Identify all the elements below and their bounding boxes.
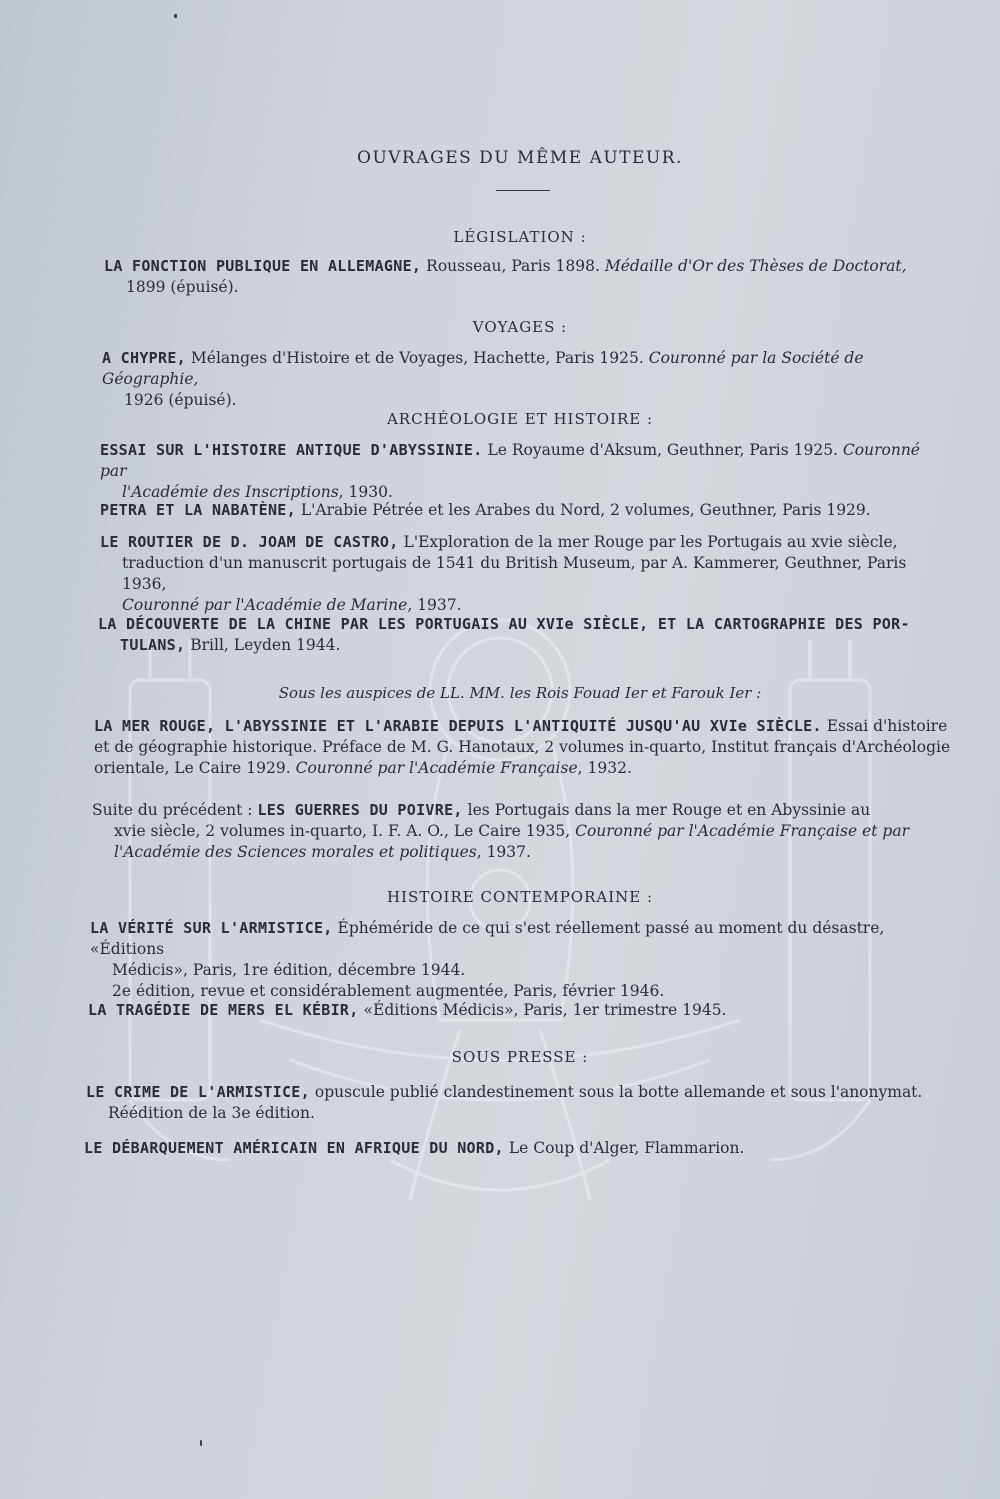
entry-title: A CHYPRE, xyxy=(102,349,186,367)
entry-mers-el-kebir xyxy=(88,1000,948,1021)
page-speck xyxy=(174,14,177,18)
entry-text: L'Exploration de la mer Rouge par les Portugais au xvie siècle, xyxy=(398,533,898,551)
entry-text: Le Coup d'Alger, Flammarion. xyxy=(503,1139,745,1157)
entry-chine xyxy=(98,614,948,656)
entry-title: PETRA ET LA NABATÈNE, xyxy=(100,501,296,519)
entry-title: ESSAI SUR L'HISTOIRE ANTIQUE D'ABYSSINIE. xyxy=(100,441,483,459)
entry-title: TULANS, xyxy=(120,636,186,654)
entry-fonction-publique xyxy=(104,256,944,298)
entry-text: opuscule publié clandestinement sous la botte allemande et sous l'anonymat. xyxy=(309,1083,923,1101)
entry-italic: Couronné par l'Académie Française xyxy=(295,759,578,777)
entry-text: les Portugais dans la mer Rouge et en Abyssinie au xyxy=(462,801,871,819)
entry-text: Éphéméride de ce qui s'est réellement passé au moment du désastre, «Éditions xyxy=(90,919,885,958)
entry-routier xyxy=(100,532,950,616)
entry-italic: Couronné par l'Académie Française et par xyxy=(575,822,909,840)
entry-text: L'Arabie Pétrée et les Arabes du Nord, 2 volumes, Geuthner, Paris 1929. xyxy=(295,501,871,519)
entry-line: , 1937. xyxy=(407,596,462,614)
entry-text: Brill, Leyden 1944. xyxy=(185,636,341,654)
entry-abyssinie xyxy=(100,440,945,503)
page-speck xyxy=(200,1440,202,1446)
entry-italic: Médaille d'Or des Thèses de Doctorat, xyxy=(604,257,907,275)
entry-line: , 1930. xyxy=(338,483,393,501)
entry-line: orientale, Le Caire 1929. xyxy=(94,759,296,777)
entry-title: LES GUERRES DU POIVRE, xyxy=(257,801,463,819)
entry-text: Essai d'histoire xyxy=(821,717,948,735)
page-title: OUVRAGES DU MÊME AUTEUR. xyxy=(357,148,683,168)
entry-line: 2e édition, revue et considérablement augmentée, Paris, février 1946. xyxy=(112,982,665,1000)
title-rule xyxy=(496,190,550,191)
entry-chypre xyxy=(102,348,942,411)
entry-title: LA VÉRITÉ SUR L'ARMISTICE, xyxy=(90,919,333,937)
entry-line: et de géographie historique. Préface de M. G. Hanotaux, 2 volumes in-quarto, Institut français d'Archéologie xyxy=(94,738,951,756)
entry-line: xvie siècle, 2 volumes in-quarto, I. F. A. O., Le Caire 1935, xyxy=(114,822,576,840)
entry-petra xyxy=(100,500,945,521)
entry-prefix: Suite du précédent : xyxy=(92,801,258,819)
entry-title: LA MER ROUGE, L'ABYSSINIE ET L'ARABIE DEPUIS L'ANTIQUITÉ JUSQU'AU XVIe SIÈCLE. xyxy=(94,717,822,735)
entry-italic: Couronné par xyxy=(100,441,920,480)
entry-italic: Couronné par l'Académie de Marine xyxy=(122,596,408,614)
entry-line: 1926 (épuisé). xyxy=(124,391,237,409)
entry-title: LA FONCTION PUBLIQUE EN ALLEMAGNE, xyxy=(104,257,422,275)
entry-mer-rouge xyxy=(94,716,954,779)
entry-line: , 1932. xyxy=(577,759,632,777)
entry-verite-armistice xyxy=(90,918,950,1002)
dedication: Sous les auspices de LL. MM. les Rois Fouad Ier et Farouk Ier : xyxy=(278,684,762,702)
entry-line: traduction d'un manuscrit portugais de 1541 du British Museum, par A. Kammerer, Geuthner, Paris 1936, xyxy=(122,554,907,593)
entry-italic: Couronné par la Société de Géographie, xyxy=(102,349,864,388)
section-legislation: LÉGISLATION : xyxy=(453,228,587,246)
entry-title: LA TRAGÉDIE DE MERS EL KÉBIR, xyxy=(88,1001,359,1019)
entry-title: LE ROUTIER DE D. JOAM DE CASTRO, xyxy=(100,533,399,551)
section-sous-presse: SOUS PRESSE : xyxy=(451,1048,589,1066)
entry-title: LE DÉBARQUEMENT AMÉRICAIN EN AFRIQUE DU NORD, xyxy=(84,1139,504,1157)
entry-line: Médicis», Paris, 1re édition, décembre 1944. xyxy=(112,961,466,979)
entry-line: , 1937. xyxy=(476,843,531,861)
section-contemporaine: HISTOIRE CONTEMPORAINE : xyxy=(386,888,654,906)
entry-crime-armistice xyxy=(86,1082,956,1124)
entry-title: LA DÉCOUVERTE DE LA CHINE PAR LES PORTUGAIS AU XVIe SIÈCLE, ET LA CARTOGRAPHIE DES POR- xyxy=(98,615,910,633)
entry-text: Rousseau, Paris 1898. xyxy=(421,257,605,275)
entry-debarquement xyxy=(84,1138,954,1159)
section-voyages: VOYAGES : xyxy=(472,318,568,336)
entry-text: «Éditions Médicis», Paris, 1er trimestre 1945. xyxy=(358,1001,727,1019)
entry-italic: l'Académie des Sciences morales et politiques xyxy=(114,843,477,861)
section-archeologie: ARCHÉOLOGIE ET HISTOIRE : xyxy=(386,410,654,428)
entry-guerres-poivre xyxy=(92,800,952,863)
entry-italic: l'Académie des Inscriptions xyxy=(122,483,339,501)
entry-title: LE CRIME DE L'ARMISTICE, xyxy=(86,1083,310,1101)
entry-line: Réédition de la 3e édition. xyxy=(108,1104,315,1122)
entry-line: 1899 (épuisé). xyxy=(126,278,239,296)
entry-text: Le Royaume d'Aksum, Geuthner, Paris 1925. xyxy=(482,441,843,459)
entry-text: Mélanges d'Histoire et de Voyages, Hachette, Paris 1925. xyxy=(185,349,649,367)
